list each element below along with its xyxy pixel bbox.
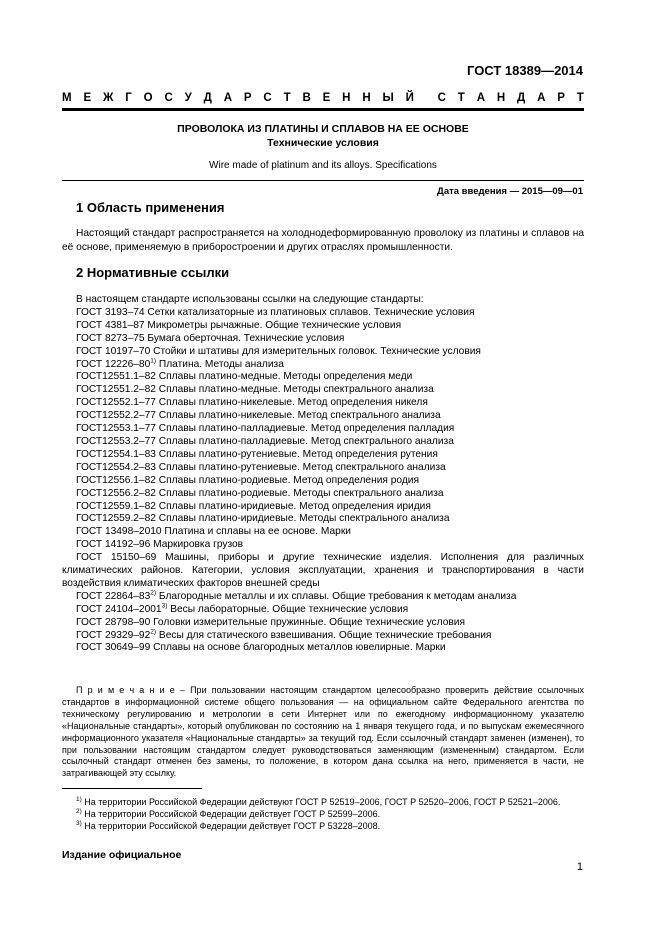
banner-letter: О [143,92,153,104]
divider [62,180,584,181]
section-2-heading: 2 Нормативные ссылки [76,265,230,280]
footnote-mark: 3) [76,820,82,827]
banner-letter: Т [283,92,291,104]
reference-code: ГОСТ 22864–83 [76,590,151,602]
footnote-marker: 2) [150,589,157,597]
document-title-english: Wire made of platinum and its alloys. Specifications [209,160,437,171]
reference-code: ГОСТ 13498–2010 Платина и сплавы на ее основе. Марки [76,526,351,538]
banner-letter: У [184,92,192,104]
page-number: 1 [576,861,583,873]
reference-item [76,488,584,501]
reference-code: ГОСТ12554.1–83 Сплавы платино-рутениевые. Метод определения рутения [76,448,438,460]
reference-item [76,423,584,436]
reference-code: ГОСТ12559.1–82 Сплавы платино-иридиевые. Метод определения иридия [76,500,431,512]
footnote-text: На территории Российской Федерации действуют ГОСТ Р 52519–2006, ГОСТ Р 52520–2006, ГОСТ Р 52521–2006. [81,797,561,807]
footnote-mark: 1) [76,796,82,803]
reference-title: Весы для статического взвешивания. Общие технические требования [156,629,492,641]
reference-item [76,642,584,655]
banner-letter: Е [322,92,331,104]
reference-item [76,449,584,462]
banner-letter: Н [362,92,371,104]
reference-item: ГОСТ 15150–69 Машины, приборы и другие технические изделия. Исполнения для различных климатических районов. Категории, условия эксплуатации, хранения и транспортирования в части воздействия климатических факторов внешней среды [62,552,584,589]
footnote-text: На территории Российской Федерации действует ГОСТ Р 53228–2008. [81,821,381,831]
reference-item [76,371,584,384]
banner-letter: Ы [382,92,394,104]
reference-item [76,397,584,410]
footnote-marker: 3) [161,602,168,610]
banner-letter: Н [496,92,506,104]
banner-letter: Т [457,92,465,104]
reference-code: ГОСТ 12226–80 [76,358,151,370]
footnote-divider [62,788,202,789]
banner-letter: Р [243,92,252,104]
reference-code: ГОСТ12556.2–82 Сплавы платино-родиевые. Методы спектрального анализа [76,487,444,499]
reference-title: Весы лабораторные. Общие технические условия [167,603,409,615]
banner-letter: М [62,92,72,104]
reference-code: ГОСТ12552.1–77 Сплавы платино-никелевые. Метод определения никеля [76,397,428,409]
reference-code: ГОСТ 24104–2001 [76,603,162,615]
reference-code: ГОСТ12551.2–82 Сплавы платино-медные. Методы спектрального анализа [76,384,434,396]
edition-label: Издание официальное [62,849,182,861]
banner-letter: Н [342,92,351,104]
footnote-text: На территории Российской Федерации действует ГОСТ Р 52599–2006. [81,809,381,819]
banner-letter: С [263,92,272,104]
reference-item [76,462,584,475]
reference-item [76,513,584,526]
reference-item [76,333,584,346]
banner-letter: Д [517,92,526,104]
standard-banner [62,92,584,111]
reference-code: ГОСТ 4381–87 Микрометры рычажные. Общие технические условия [76,319,402,331]
footnote [48,808,584,820]
banner-letter: С [437,92,446,104]
reference-code: ГОСТ12556.1–82 Сплавы платино-родиевые. Метод определения родия [76,474,420,486]
reference-code: ГОСТ 28798–90 Головки измерительные пружинные. Общие технические условия [76,616,465,628]
reference-item [76,359,584,372]
reference-item [76,384,584,397]
references-list [62,294,584,655]
reference-code: ГОСТ12553.2–77 Сплавы платино-палладиевые. Метод спектрального анализа [76,435,454,447]
banner-letter: Й [405,92,414,104]
note-paragraph: П р и м е ч а н и е – При пользовании настоящим стандартом целесообразно проверить действие ссылочных стандартов в информационной системе общего пользования — на официальном сайте Федерального агентства по техническому регулированию и метрологии в сети Интернет или по ежегодному информационному указателю «Национальные стандарты», который опубликован по состоянию на 1 января текущего года, и по выпускам ежемесячного информационного указателя «Национальные стандарты» за текущий год. Если ссылочный стандарт заменен (изменен), то при пользовании настоящим стандартом следует руководствоваться заменяющим (измененным) стандартом. Если ссылочный стандарт отменен без замены, то положение, в котором дана ссылка на него, применяется в части, не затрагивающей эту ссылку. [62,685,584,779]
document-subtitle: Технические условия [267,137,379,149]
reference-title: Благородные металлы и их сплавы. Общие требования к методам анализа [156,590,517,602]
reference-item [76,630,584,643]
banner-letter: С [164,92,173,104]
footnote-marker: 1) [150,357,157,365]
intro-date: Дата введения — 2015—09—01 [437,186,583,197]
reference-item [76,410,584,423]
banner-letter: Р [557,92,565,104]
reference-code: ГОСТ12553.1–77 Сплавы платино-палладиевые. Метод определения палладия [76,423,455,435]
reference-item [76,591,584,604]
reference-code: ГОСТ 10197–70 Стойки и штативы для измерительных головок. Технические условия [76,345,481,357]
footnotes [48,796,584,832]
gost-number: ГОСТ 18389—2014 [467,63,583,78]
banner-letter: А [476,92,485,104]
footnote [48,796,584,808]
banner-letter: Ж [102,92,114,104]
reference-item [76,320,584,333]
banner-letter: А [537,92,546,104]
footnote-marker: 2) [150,628,157,636]
reference-code: ГОСТ12554.2–83 Сплавы платино-рутениевые. Метод спектрального анализа [76,461,446,473]
document-title: ПРОВОЛОКА ИЗ ПЛАТИНЫ И СПЛАВОВ НА ЕЕ ОСНОВЕ [177,123,469,135]
reference-title: Платина. Методы анализа [156,358,284,370]
banner-letter: В [302,92,311,104]
footnote [48,820,584,832]
banner-letter: А [223,92,233,104]
footnote-mark: 2) [76,808,82,815]
banner-letter: Д [203,92,212,104]
reference-item [76,501,584,514]
reference-code: ГОСТ 8273–75 Бумага оберточная. Технические условия [76,332,345,344]
reference-item [76,436,584,449]
banner-letter: Т [576,92,584,104]
reference-item [76,539,584,552]
reference-code: ГОСТ12559.2–82 Сплавы платино-иридиевые. Методы спектрального анализа [76,513,450,525]
reference-code: ГОСТ12552.2–77 Сплавы платино-никелевые. Метод спектрального анализа [76,410,441,422]
reference-code: ГОСТ12551.1–82 Сплавы платино-медные. Методы определения меди [76,371,413,383]
section-1-heading: 1 Область применения [76,200,225,215]
reference-code: ГОСТ 30649–99 Сплавы на основе благородных металлов ювелирные. Марки [76,642,446,654]
references-intro: В настоящем стандарте использованы ссылки на следующие стандарты: [76,294,424,305]
reference-code: ГОСТ 14192–96 Маркировка грузов [76,539,244,551]
reference-code: ГОСТ 3193–74 Сетки катализаторные из платиновых сплавов. Технические условия [76,306,475,318]
banner-letter: Е [83,92,92,104]
reference-item [76,526,584,539]
reference-item [76,307,584,320]
reference-item [76,604,584,617]
reference-item [76,475,584,488]
section-1-text: Настоящий стандарт распространяется на холоднодеформированную проволоку из платины и сплавов на её основе, применяемую в приборостроении и других отраслях промышленности. [62,228,584,253]
banner-letter: Г [125,92,132,104]
reference-code: ГОСТ 29329–92 [76,629,151,641]
